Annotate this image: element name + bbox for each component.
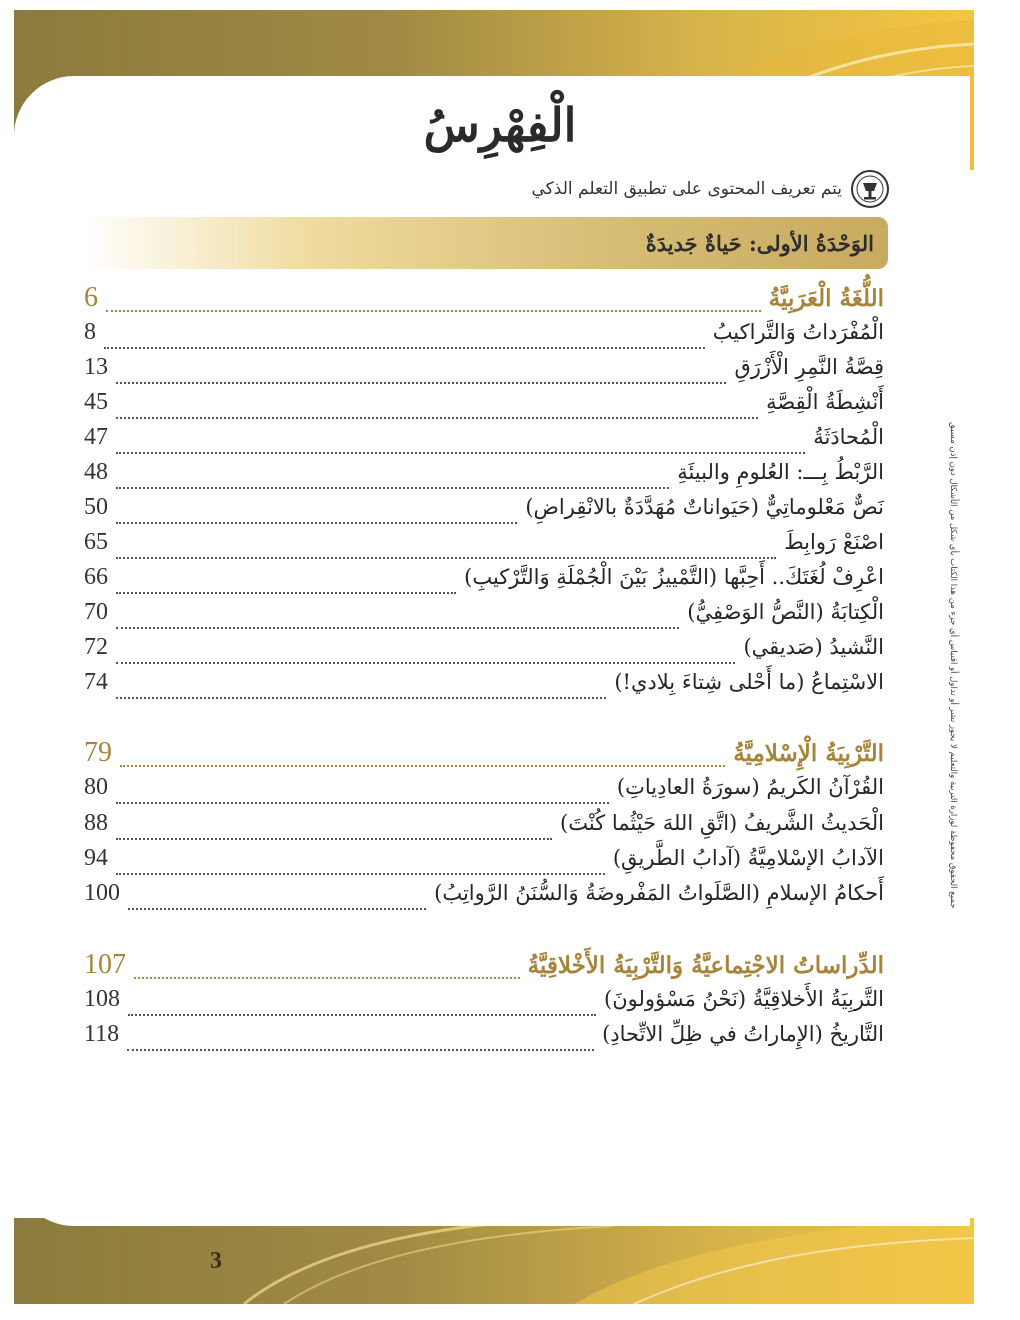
toc-leader-dots [116,873,605,875]
toc-page-number: 48 [84,459,108,485]
toc-page-number: 108 [84,986,120,1012]
toc-item-label: الاسْتِماعُ (ما أَحْلى شِتاءَ بِلادي!) [614,670,884,694]
toc-row[interactable] [84,494,884,530]
toc-page-number: 94 [84,845,108,871]
toc-row[interactable] [84,564,884,600]
toc-leader-dots [104,347,705,349]
toc-row[interactable] [84,529,884,565]
toc-leader-dots [116,662,735,664]
toc-page-number: 72 [84,634,108,660]
toc-item-label: التَّاريخُ (الإِماراتُ في ظِلِّ الاتِّحادِ) [602,1022,884,1046]
toc-page-number: 107 [84,949,126,980]
toc-row[interactable] [84,354,884,390]
toc-row[interactable] [84,459,884,495]
toc-row[interactable] [84,1021,884,1057]
toc-item-label: أَحكامُ الإسلامِ (الصَّلَواتُ المَفْروضَةُ وَالسُّنَنُ الرَّواتِبُ) [434,881,884,905]
toc-page-number: 74 [84,669,108,695]
toc-page-number: 13 [84,354,108,380]
toc-row[interactable] [84,599,884,635]
page-title: الْفِهْرِسُ [423,98,577,152]
toc-page-number: 79 [84,737,112,768]
toc-row[interactable] [84,845,884,881]
toc-leader-dots [116,522,517,524]
toc-page-number: 50 [84,494,108,520]
toc-item-label: الآدابُ الإسْلامِيَّةُ (آدابُ الطَّريقِ) [612,846,884,870]
ministry-seal-icon [850,169,890,209]
page-number: 3 [210,1248,222,1274]
toc-section-title: الدِّراساتُ الاجْتِماعيَّةُ وَالتَّرْبِيَةُ الأَخْلاقِيَّةُ [527,952,884,979]
toc-item-label: الرَّبْطُ بِـــ: العُلومِ والبيئَةِ [677,460,884,484]
toc-section-islamic[interactable] [84,737,884,773]
toc-leader-dots [116,557,776,559]
toc-row[interactable] [84,319,884,355]
toc-item-label: اصْنَعْ رَوابِطَ [784,530,884,554]
toc-section-social-moral[interactable] [84,949,884,985]
toc-leader-dots [116,802,609,804]
smart-learning-text: يتم تعريف المحتوى على تطبيق التعلم الذكي [531,179,842,199]
toc-row[interactable] [84,986,884,1022]
footer-band [14,1218,974,1304]
toc-page-number: 65 [84,529,108,555]
toc-item-label: أَنْشِطَةُ الْقِصَّةِ [766,390,884,414]
toc-leader-dots [116,627,679,629]
toc-item-label: اعْرِفْ لُغَتَكَ.. أَحِبَّها (التَّمْييزُ بَيْنَ الْجُمْلَةِ وَالتَّرْكيبِ) [464,565,884,589]
toc-leader-dots [128,1014,596,1016]
toc-page-number: 45 [84,389,108,415]
toc-item-label: التَّربِيَةُ الأَخلاقِيَّةُ (نَحْنُ مَسْؤولونَ) [604,987,884,1011]
toc-page-number: 8 [84,319,96,345]
toc-leader-dots [128,908,426,910]
toc-row[interactable] [84,774,884,810]
toc-item-label: القُرْآنُ الكَريمُ (سورَةُ العادِياتِ) [616,775,884,799]
toc-row[interactable] [84,810,884,846]
toc-page-number: 80 [84,774,108,800]
toc-item-label: نَصٌّ مَعْلوماتِيٌّ (حَيَواناتٌ مُهَدَّدَةٌ بالانْقِراضِ) [525,495,884,519]
toc-leader-dots [116,382,726,384]
toc-page-number: 6 [84,282,98,313]
copyright-note: جميع الحقوق محفوظة لوزارة التربية والتعليم لا يجوز نشر أو تداول أو اقتباس أي جزء من هذا الكتاب بأي شكل من الأشكال دون إذن مسبق [948,421,958,909]
toc-row[interactable] [84,669,884,705]
toc-section-arabic[interactable] [84,282,884,318]
smart-learning-note [420,166,890,212]
toc-row[interactable] [84,634,884,670]
toc-leader-dots [116,592,456,594]
copyright-strip [940,290,966,1040]
toc-leader-dots [116,452,805,454]
toc-row[interactable] [84,880,884,916]
toc-item-label: النَّشيدُ (صَديقي) [743,635,884,659]
toc-section-title: التَّرْبِيَةُ الْإِسْلامِيَّةُ [733,740,884,767]
toc-leader-dots [106,310,761,312]
toc-leader-dots [116,838,552,840]
toc-page-number: 47 [84,424,108,450]
toc-leader-dots [116,697,606,699]
toc-section-title: اللُّغَةُ الْعَرَبِيَّةُ [768,285,884,312]
toc-page-number: 118 [84,1021,120,1047]
toc-leader-dots [134,977,520,979]
toc-page-number: 88 [84,810,108,836]
toc-item-label: الْحَديثُ الشَّريفُ (اتَّقِ اللهَ حَيْثُما كُنْتَ) [560,811,884,835]
toc-page-number: 70 [84,599,108,625]
toc-leader-dots [127,1049,594,1051]
toc-leader-dots [120,765,725,767]
toc-row[interactable] [84,389,884,425]
unit-title: الوَحْدَةُ الأولى: حَياةٌ جَديدَةٌ [645,230,874,256]
unit-title-bar [82,217,888,269]
toc-item-label: الْمُفْرَداتُ وَالتَّراكيبُ [712,320,884,344]
toc-item-label: قِصَّةُ النَّمِرِ الْأَزْرَقِ [734,355,884,379]
toc-page-number: 66 [84,564,108,590]
toc-item-label: الْكِتابَةُ (النَّصُّ الوَصْفِيُّ) [687,600,884,624]
toc-item-label: الْمُحادَثَةُ [813,425,884,449]
toc-leader-dots [116,417,758,419]
toc-page-number: 100 [84,880,120,906]
toc-row[interactable] [84,424,884,460]
toc-leader-dots [116,487,669,489]
